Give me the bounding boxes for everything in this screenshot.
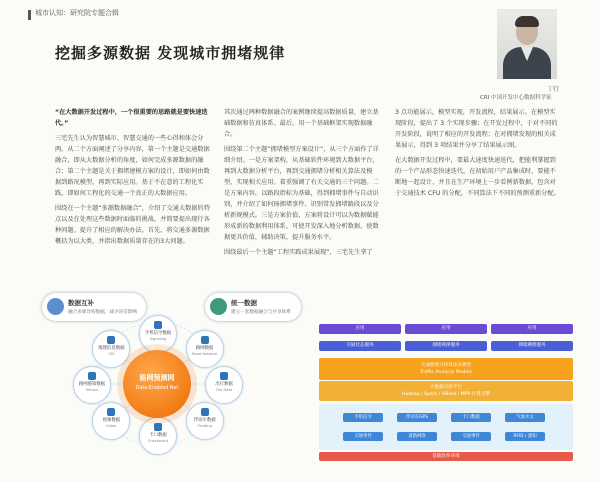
paragraph: 在大数据开发过程中，要最大速度快速迭代，把能利掌握到的一个产品形态快速迭代，在初始用户产品集成时，要能不断地一起设计，并且在生产环境上一步看例新数据，包含对于交通技术 CFU 的分配，不同算法下不同的预测重新分配。 [395,157,560,197]
node-sublabel: Video [106,424,117,429]
author-photo [497,9,557,79]
paragraph: 其次通过两种数据融合的案例继续提高数据质量，建立基础数据和仿真体系。最后，用一个基础框架实现数据融合。 [224,109,379,138]
node-icon [201,336,209,344]
node-icon [154,321,162,329]
data-source-node [139,315,177,353]
data-chip: 浮动车GPS [397,413,437,422]
data-chip: 手机信令 [343,413,383,422]
data-source-node [186,330,224,368]
data-chip: RFID / 感知 [505,432,545,441]
hub-title: 路网预测网 [139,374,175,382]
architecture-diagram [318,322,575,462]
running-header: 城市认知：研究院专题合辑 [35,9,119,17]
service-1: 交通状态服务 [319,341,401,351]
data-chip: 气象水文 [505,413,545,422]
card-title: 数据互补 [68,299,94,307]
data-fusion-diagram [35,292,281,470]
node-sublabel: Floating [197,424,212,429]
node-label: 浮动车数据 [193,418,216,424]
app-layer-3: 应用 [491,324,573,334]
node-sublabel: Sensor [85,388,99,392]
node-sublabel: Trip Data [215,388,233,392]
node-sublabel: Checkpoint [147,439,169,444]
service-3: 拥堵溯源服务 [491,341,573,351]
node-label: 出行数据 [215,382,233,387]
data-source-node [139,417,177,455]
data-source-layer [319,404,573,450]
platform-layer-subtitle: Hadoop / Spark / HBase / MPP 计算引擎 [401,392,491,397]
node-icon [107,336,115,344]
node-label: 路网数据 [195,345,214,351]
data-chip: 交通事件 [343,432,383,441]
text-column-1 [55,107,211,251]
data-source-node [92,402,130,440]
paragraph: 围绕最后一个主题“工程实践成果展现”，三宅先生拿了 [224,249,373,256]
header-rule [28,10,31,20]
node-label: 视频数据 [102,418,121,424]
article-title: 挖掘多源数据 发现城市拥堵规律 [55,44,286,62]
data-source-node [92,330,130,368]
author-title: CRI 中国开发中心数据科学家 [480,95,552,101]
node-icon [220,372,228,380]
data-source-node [205,366,243,404]
paragraph: 三宅先生认为智慧城市、智慧交通的一些心得和体会分两。从二个方面阐述了分享内容，第一个主题是交通数据融合，即从大数据分析的角度，如何完成多源数据的融合；第二个主题是关于拥堵建模方案的设计，即如何由数据到路况模型，再到实际应用。基于不在意的工程化实践，即如何工程化的交通一个真正的大数据应用。 [55,135,210,197]
platform-layer-title: 大数据分析平台 [429,385,463,390]
node-label: 地理信息数据 [98,345,125,351]
data-source-node [73,366,111,404]
node-icon [107,408,115,416]
paragraph: 围绕第二个主题“拥堵模型方案设计”，从三个方面作了详细介绍。一是方案架构，从基础软件环境到大数据平台，再到大数据分析平台，再到交通拥堵分析相关算法及模型，实现相关应用。着重强调了有关交通的三个问题。二是方案内容，以路段指标为基础，得到拥堵事件与自动识别，并介绍了如何扬拥堵事件、识别常发拥堵路段以及分析新规模式。三是方案价值，方案将设计可以为数据赋能形成新的数据利用体系，可使开发深入地分析数据，使数据更具价值，辅助决策，提升服务水平。 [224,146,379,241]
data-chip: 卡口数据 [451,413,491,422]
node-icon [88,372,96,380]
app-layer-1: 应用 [319,324,401,334]
card-title: 统一数据 [231,299,257,307]
paragraph: 围绕在一个主题“多源数据融合”，介绍了交通大数据的特点以及在处理这些数据时面临的挑战，并简要提出现行各种问题。提升了相应的解决办法。首先，将交通多源数据概括为以大类，并指出数据质量存在的3大问题。 [55,205,210,245]
fusion-hub [123,350,191,418]
text-column-3 [395,107,560,203]
data-source-node [186,402,224,440]
hub-subtitle: Data-Enabled Net [135,386,179,391]
algorithm-layer [319,358,573,380]
node-label: 路网感知数据 [78,382,106,387]
card-subtitle: 融合多源异构数据，减少误差影响 [68,310,137,315]
data-chip: 道路网络 [397,432,437,441]
pull-quote: “在大数据开发过程中，一个很重要的思路就是要快速迭代。” [55,109,208,127]
text-column-2 [224,107,380,262]
service-2: 拥堵规律服务 [405,341,487,351]
node-label: 手机信令数据 [144,330,172,336]
algorithm-layer-title: 交通拥堵分析算法及模型 [420,363,472,368]
platform-layer [319,381,573,401]
node-label: 卡口数据 [149,433,167,439]
node-icon [201,408,209,416]
node-sublabel: GIS [108,351,115,356]
node-sublabel: Signaling [149,336,167,341]
algorithm-layer-subtitle: Traffic Analysis Models [420,370,472,375]
author-name: 丁行 [547,86,560,93]
node-sublabel: Road Network [192,351,218,356]
paragraph: 3 点功能展示，模型实现，开发流程，结果展示。在模型实现阶段，提出了 3 个实现步骤；在开发过程中，于对不同的开发阶段，说明了相应的开发流程；在对拥堵发现的相关成果展示，得到 3 项结果并分享了结果展示图。 [395,109,558,149]
node-icon [154,423,162,431]
base-software-layer: 基础软件环境 [319,452,573,461]
card-subtitle: 建立一套数据融合与共享体系 [231,310,291,315]
app-layer-2: 应用 [405,324,487,334]
data-chip: 交通事件 [451,432,491,441]
